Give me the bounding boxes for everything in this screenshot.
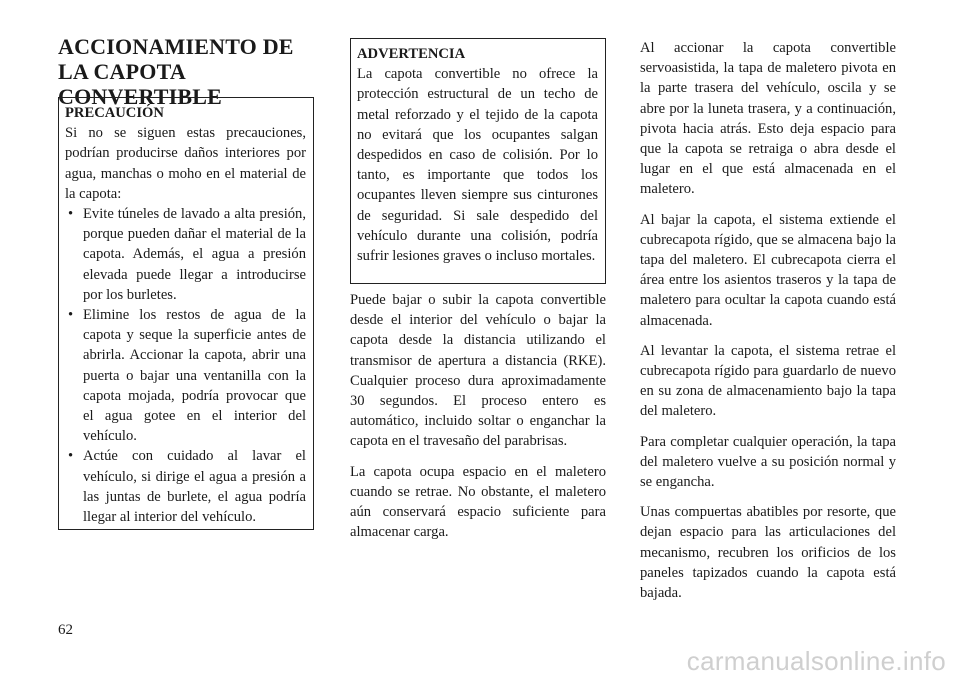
warning-text: La capota convertible no ofrece la protección estructural de un techo de metal reforzado y el tejido de la capota no evitará que los ocupantes salgan despedidos en caso de colisión. Por lo tanto, es importante que todos los ocupantes lleven siempre sus cinturones de seguridad. Si sale despedido del vehículo durante una colisión, podría sufrir lesiones graves o incluso mortales. xyxy=(357,66,598,265)
paragraph: Para completar cualquier operación, la tapa del maletero vuelve a su posición normal y se engancha. xyxy=(640,433,896,491)
paragraph: Al accionar la capota convertible servoasistida, la tapa de maletero pivota en la parte trasera del vehículo, oscila y se abre por la luneta trasera, y a continuación, pivota hacia atrás. Esto deja espacio para que la capota se retraiga o abra desde el lugar en el que está almacenada en el maletero. xyxy=(640,40,896,198)
body-text-middle xyxy=(350,290,606,552)
paragraph: Al bajar la capota, el sistema extiende el cubrecapota rígido, que se almacena bajo la tapa del maletero. El cubrecapota cierra el área entre los asientos traseros y la tapa de maletero para ocultar la capota cuando está almacenada. xyxy=(640,211,896,329)
paragraph: La capota ocupa espacio en el maletero cuando se retrae. No obstante, el maletero aún conservará espacio suficiente para almacenar carga. xyxy=(350,463,606,541)
watermark: carmanualsonline.info xyxy=(686,646,946,676)
caution-box xyxy=(58,97,314,530)
caution-bullet: • Elimine los restos de agua de la capota y seque la superficie antes de abrirla. Accionar la capota, abrir una puerta o bajar una ventanilla con la capota mojada, podría provocar que el agua gotee en el interior del vehículo. xyxy=(65,305,306,446)
caution-bullet: • Evite túneles de lavado a alta presión, porque pueden dañar el material de la capota. Además, el agua a presión elevada puede llegar a introducirse por los burletes. xyxy=(65,204,306,305)
page-number: 62 xyxy=(58,622,73,638)
caution-bullet: • Actúe con cuidado al lavar el vehículo, si dirige el agua a presión a las juntas de burlete, el agua podría llegar al interior del vehículo. xyxy=(65,446,306,527)
warning-box xyxy=(350,38,606,284)
warning-heading: ADVERTENCIA xyxy=(357,46,466,62)
caution-heading: PRECAUCIÓN xyxy=(65,105,164,121)
body-text-right xyxy=(640,38,896,613)
caution-list xyxy=(65,204,306,527)
paragraph: Al levantar la capota, el sistema retrae el cubrecapota rígido para guardarlo de nuevo en su zona de almacenamiento bajo la tapa del maletero. xyxy=(640,342,896,420)
paragraph: Puede bajar o subir la capota convertible desde el interior del vehículo o bajar la capota desde la distancia utilizando el transmisor de apertura a distancia (RKE). Cualquier proceso dura aproximadamente 30 segundos. El proceso entero es automático, incluido soltar o enganchar la capota en el travesaño del parabrisas. xyxy=(350,292,606,450)
caution-intro: Si no se siguen estas precauciones, podrían producirse daños interiores por agua, manchas o moho en el material de la capota: xyxy=(65,125,306,202)
paragraph: Unas compuertas abatibles por resorte, que dejan espacio para las articulaciones del mecanismo, recubren los orificios de los paneles tapizados cuando la capota está bajada. xyxy=(640,504,896,602)
section-title: ACCIONAMIENTO DE LA CAPOTA CONVERTIBLE xyxy=(58,34,294,109)
